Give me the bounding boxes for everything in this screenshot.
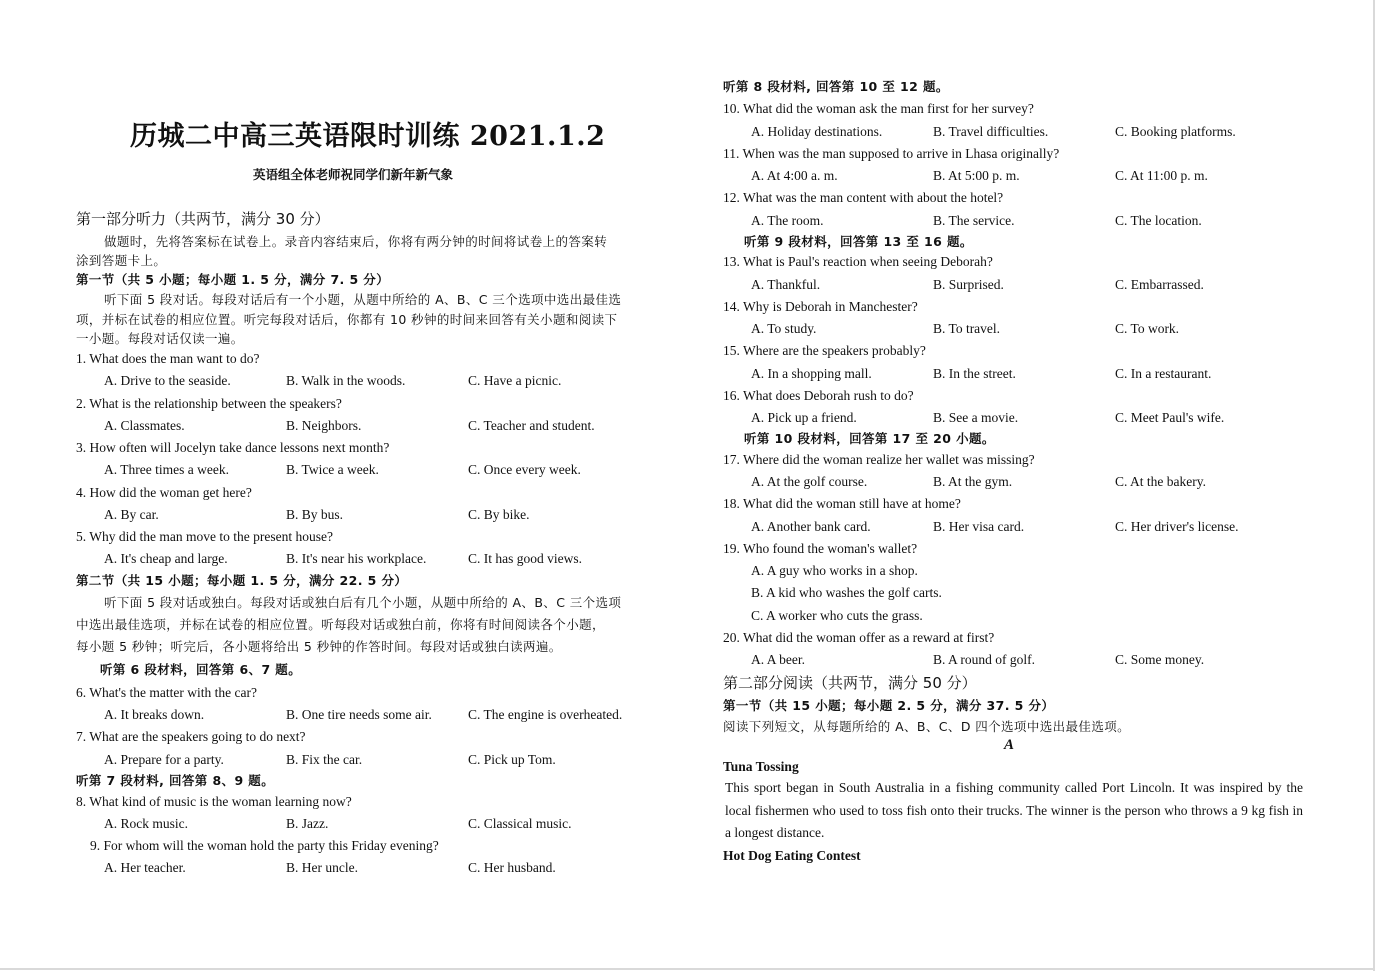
page-subtitle: 英语组全体老师祝同学们新年新气象 — [253, 167, 454, 182]
page-title: 历城二中高三英语限时训练 2021.1.2 — [130, 121, 606, 152]
question-14-option-a: A. To study. — [751, 321, 817, 336]
question-3: 3. How often will Jocelyn take dance lessons next month? — [76, 440, 390, 455]
question-17-option-b: B. At the gym. — [933, 474, 1013, 489]
question-8-option-b: B. Jazz. — [286, 816, 329, 831]
question-1: 1. What does the man want to do? — [76, 351, 260, 366]
question-18: 18. What did the woman still have at home? — [723, 496, 961, 511]
question-5-option-c: C. It has good views. — [468, 551, 582, 566]
question-7-option-c: C. Pick up Tom. — [468, 752, 556, 767]
question-17: 17. Where did the woman realize her wallet was missing? — [723, 452, 1035, 467]
question-4-option-b: B. By bus. — [286, 507, 344, 522]
section2-intro-line-1: 听下面 5 段对话或独白。每段对话或独白后有几个小题，从题中所给的 A、B、C 三个选项 — [104, 595, 622, 610]
question-2-option-c: C. Teacher and student. — [468, 418, 595, 433]
question-14-option-b: B. To travel. — [933, 321, 1001, 336]
question-2: 2. What is the relationship between the speakers? — [76, 396, 342, 411]
passage-label: A — [1004, 737, 1015, 753]
part2-heading: 第二部分阅读（共两节，满分 50 分） — [723, 674, 977, 692]
question-13: 13. What is Paul's reaction when seeing Deborah? — [723, 254, 993, 269]
question-10: 10. What did the woman ask the man first for her survey? — [723, 101, 1034, 116]
question-19-option-a: A. A guy who works in a shop. — [751, 563, 918, 578]
question-20-option-b: B. A round of golf. — [933, 652, 1036, 667]
question-9-option-c: C. Her husband. — [468, 860, 556, 875]
question-10-option-a: A. Holiday destinations. — [751, 124, 883, 139]
question-6-option-c: C. The engine is overheated. — [468, 707, 623, 722]
material-7-heading: 听第 7 段材料, 回答第 8、9 题。 — [76, 773, 275, 788]
section1-heading: 第一节（共 5 小题；每小题 1. 5 分，满分 7. 5 分） — [76, 272, 390, 287]
question-2-option-b: B. Neighbors. — [286, 418, 362, 433]
question-1-option-c: C. Have a picnic. — [468, 373, 562, 388]
question-3-option-b: B. Twice a week. — [286, 462, 379, 477]
question-4-option-c: C. By bike. — [468, 507, 530, 522]
question-5: 5. Why did the man move to the present house? — [76, 529, 333, 544]
question-16: 16. What does Deborah rush to do? — [723, 388, 914, 403]
section2-intro-line-3: 每小题 5 秒钟；听完后，各小题将给出 5 秒钟的作答时间。每段对话或独白读两遍。 — [76, 639, 562, 654]
question-12-option-a: A. The room. — [751, 213, 824, 228]
question-5-option-a: A. It's cheap and large. — [104, 551, 228, 566]
question-4: 4. How did the woman get here? — [76, 485, 252, 500]
question-18-option-a: A. Another bank card. — [751, 519, 871, 534]
part1-heading: 第一部分听力（共两节，满分 30 分） — [76, 210, 330, 228]
question-14: 14. Why is Deborah in Manchester? — [723, 299, 918, 314]
section2-intro-line-2: 中选出最佳选项，并标在试卷的相应位置。听每段对话或独白前，你将有时间阅读各个小题， — [76, 617, 605, 632]
question-12-option-b: B. The service. — [933, 213, 1015, 228]
question-9: 9. For whom will the woman hold the party this Friday evening? — [90, 838, 439, 853]
question-3-option-a: A. Three times a week. — [104, 462, 229, 477]
material-6-heading: 听第 6 段材料，回答第 6、7 题。 — [100, 662, 302, 677]
part1-intro-line-1: 做题时，先将答案标在试卷上。录音内容结束后，你将有两分钟的时间将试卷上的答案转 — [104, 234, 608, 249]
question-16-option-a: A. Pick up a friend. — [751, 410, 857, 425]
question-16-option-b: B. See a movie. — [933, 410, 1019, 425]
question-12: 12. What was the man content with about the hotel? — [723, 190, 1004, 205]
question-4-option-a: A. By car. — [104, 507, 159, 522]
question-18-option-b: B. Her visa card. — [933, 519, 1025, 534]
tuna-tossing-title: Tuna Tossing — [723, 759, 799, 774]
question-17-option-c: C. At the bakery. — [1115, 474, 1206, 489]
question-13-option-a: A. Thankful. — [751, 277, 821, 292]
page-bottom-border — [0, 968, 1375, 970]
question-7-option-b: B. Fix the car. — [286, 752, 363, 767]
material-10-heading: 听第 10 段材料，回答第 17 至 20 小题。 — [744, 431, 995, 446]
question-13-option-c: C. Embarrassed. — [1115, 277, 1204, 292]
question-15: 15. Where are the speakers probably? — [723, 343, 926, 358]
question-15-option-a: A. In a shopping mall. — [751, 366, 872, 381]
question-8: 8. What kind of music is the woman learning now? — [76, 794, 352, 809]
question-20: 20. What did the woman offer as a reward at first? — [723, 630, 995, 645]
section2-heading: 第二节（共 15 小题；每小题 1. 5 分，满分 22. 5 分） — [76, 573, 408, 588]
question-14-option-c: C. To work. — [1115, 321, 1180, 336]
part1-intro-line-2: 涂到答题卡上。 — [76, 253, 167, 268]
question-8-option-c: C. Classical music. — [468, 816, 572, 831]
question-15-option-c: C. In a restaurant. — [1115, 366, 1212, 381]
section1-intro-line-1: 听下面 5 段对话。每段对话后有一个小题，从题中所给的 A、B、C 三个选项中选出最佳选 — [104, 292, 622, 307]
question-19: 19. Who found the woman's wallet? — [723, 541, 918, 556]
question-1-option-a: A. Drive to the seaside. — [104, 373, 231, 388]
section1-intro-line-2: 项，并标在试卷的相应位置。听完每段对话后，你都有 10 秒钟的时间来回答有关小题和阅读下 — [76, 312, 618, 327]
section1-intro-line-3: 一小题。每段对话仅读一遍。 — [76, 331, 244, 346]
question-11-option-c: C. At 11:00 p. m. — [1115, 168, 1208, 183]
hot-dog-contest-title: Hot Dog Eating Contest — [723, 848, 861, 863]
question-1-option-b: B. Walk in the woods. — [286, 373, 406, 388]
question-8-option-a: A. Rock music. — [104, 816, 188, 831]
question-16-option-c: C. Meet Paul's wife. — [1115, 410, 1225, 425]
question-7: 7. What are the speakers going to do next? — [76, 729, 306, 744]
question-2-option-a: A. Classmates. — [104, 418, 185, 433]
question-18-option-c: C. Her driver's license. — [1115, 519, 1239, 534]
question-5-option-b: B. It's near his workplace. — [286, 551, 427, 566]
question-20-option-a: A. A beer. — [751, 652, 805, 667]
tuna-tossing-text: This sport began in South Australia in a fishing community called Port Lincoln. It was inspired by the local fishermen who used to toss fish onto their trucks. The winner is the person who throws a 9 kg fish in a longest distance. — [725, 780, 1303, 840]
question-10-option-c: C. Booking platforms. — [1115, 124, 1236, 139]
question-10-option-b: B. Travel difficulties. — [933, 124, 1049, 139]
part2-section1-heading: 第一节（共 15 小题；每小题 2. 5 分，满分 37. 5 分） — [723, 698, 1055, 713]
question-17-option-a: A. At the golf course. — [751, 474, 868, 489]
material-9-heading: 听第 9 段材料，回答第 13 至 16 题。 — [744, 234, 973, 249]
part2-instruction: 阅读下列短文，从每题所给的 A、B、C、D 四个选项中选出最佳选项。 — [723, 719, 1131, 734]
question-9-option-a: A. Her teacher. — [104, 860, 186, 875]
question-9-option-b: B. Her uncle. — [286, 860, 358, 875]
question-7-option-a: A. Prepare for a party. — [104, 752, 224, 767]
material-8-heading: 听第 8 段材料, 回答第 10 至 12 题。 — [723, 79, 949, 94]
question-6-option-a: A. It breaks down. — [104, 707, 205, 722]
question-20-option-c: C. Some money. — [1115, 652, 1205, 667]
question-15-option-b: B. In the street. — [933, 366, 1016, 381]
question-19-option-b: B. A kid who washes the golf carts. — [751, 585, 942, 600]
question-19-option-c: C. A worker who cuts the grass. — [751, 608, 923, 623]
question-13-option-b: B. Surprised. — [933, 277, 1004, 292]
question-11-option-b: B. At 5:00 p. m. — [933, 168, 1020, 183]
question-6: 6. What's the matter with the car? — [76, 685, 257, 700]
question-3-option-c: C. Once every week. — [468, 462, 581, 477]
question-11: 11. When was the man supposed to arrive in Lhasa originally? — [723, 146, 1060, 161]
question-6-option-b: B. One tire needs some air. — [286, 707, 432, 722]
question-12-option-c: C. The location. — [1115, 213, 1202, 228]
question-11-option-a: A. At 4:00 a. m. — [751, 168, 838, 183]
